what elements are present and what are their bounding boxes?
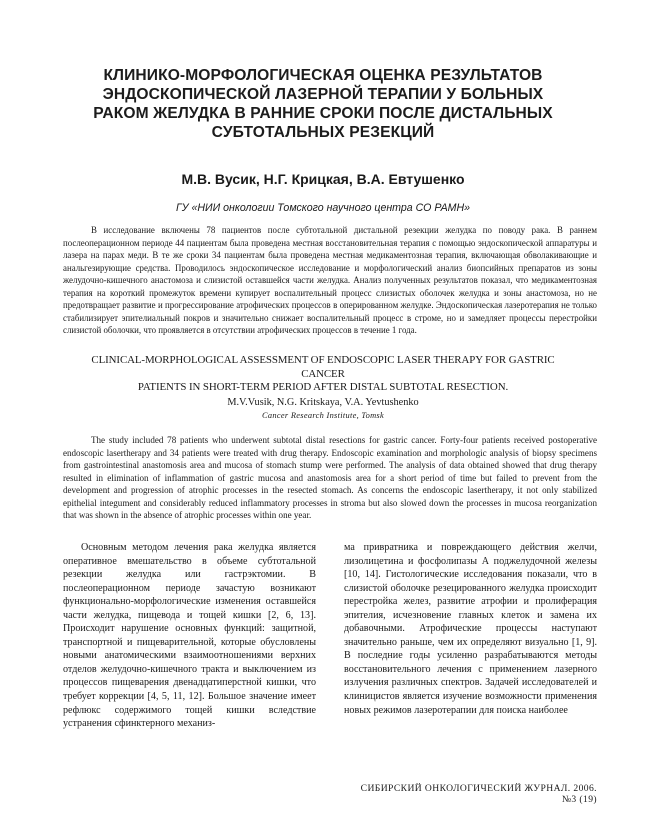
title-line: ЭНДОСКОПИЧЕСКОЙ ЛАЗЕРНОЙ ТЕРАПИИ У БОЛЬНЫХ bbox=[102, 86, 544, 103]
body-column-right bbox=[344, 541, 597, 717]
authors-ru: М.В. Вусик, Н.Г. Крицкая, В.А. Евтушенко bbox=[181, 171, 465, 187]
abstract-en-text: The study included 78 patients who underwent subtotal distal resections for gastric cancer. Forty-four patients received postoperative endoscopic lasertherapy and 34 patients were treated with drug therapy. Endoscopic examination and morphologic analysis of biopsy specimens from gastrointestinal anastomosis area and mucosa of stomach stump were performed. The analysis of data obtained showed that drug therapy resulted in elimination of inflammation of gastric mucosa and anastomosis area for a short period of time but failed to prevent from the development and progression of atrophic processes in the resected stomach. As concerns the endoscopic lasertherapy, it not only stabilized epithelial integument and considerably reduced inflammatory processes in stroma but also slowed down the processes in mucosa reorganization that was shown in the absence of atrophic processes within one year. bbox=[63, 435, 597, 520]
journal-footer: СИБИРСКИЙ ОНКОЛОГИЧЕСКИЙ ЖУРНАЛ. 2006. №3 (19) bbox=[360, 783, 597, 805]
title-line: КЛИНИКО-МОРФОЛОГИЧЕСКАЯ ОЦЕНКА РЕЗУЛЬТАТОВ bbox=[103, 67, 543, 84]
authors-en: M.V.Vusik, N.G. Kritskaya, V.A. Yevtushenko bbox=[227, 397, 419, 408]
title-en-line: CLINICAL-MORPHOLOGICAL ASSESSMENT OF ENDOSCOPIC LASER THERAPY FOR GASTRIC CANCER bbox=[91, 354, 555, 380]
body-left-text: Основным методом лечения рака желудка является оперативное вмешательство в объеме субтотальной резекции желудка или гастрэктомии. В послеоперационном периоде зачастую возникают функционально-морфологические изменения оставшейся части желудка, пищевода и тощей кишки [2, 6, 13]. Происходит нарушение основных функций: защитной, транспортной и пищеварительной, которые обусловлены новыми анатомическими взаимоотношениями верхних отделов желудочно-кишечного тракта и выключением из процессов пищеварения двенадцатиперстной кишки, что требует коррекции [4, 5, 11, 12]. Большое значение имеет рефлюкс содержимого тощей кишки вследствие устранения сфинктерного механиз- bbox=[63, 542, 316, 730]
affiliation-ru: ГУ «НИИ онкологии Томского научного центра СО РАМН» bbox=[175, 202, 470, 214]
body-right-text: ма привратника и повреждающего действия желчи, лизолицетина и фосфолипазы А поджелудочной железы [10, 14]. Гистологические исследования показали, что в слизистой оболочке резецированного желудка происходит перестройка желез, развитие атрофии и пролиферация эпителия, исчезновение главных клеток и замена их добавочными. Атрофические процессы наступают значительно раньше, чем их определяют визуально [1, 9]. В последние годы усиленно разрабатываются методы восстановительного лечения с применением лазерного излучения различных спектров. Задачей исследователей и клиницистов является изучение возможности применения новых режимов лазеротерапии для поиска наиболее bbox=[344, 542, 597, 716]
title-line: РАКОМ ЖЕЛУДКА В РАННИЕ СРОКИ ПОСЛЕ ДИСТАЛЬНЫХ bbox=[93, 105, 553, 122]
abstract-ru-text: В исследование включены 78 пациентов после субтотальной дистальной резекции желудка по поводу рака. В раннем послеоперационном периоде 44 пациентам была проведена местная восстановительная терапия с помощью эндоскопической аппаратуры и лазера на парах меди. В те же сроки 34 пациентам была проведена местная медикаментозная терапия, включающая обволакивающие и анальгезирующие средства. Проводилось эндоскопическое исследование и морфологический анализ биопсийных препаратов из зоны желудочно-кишечного анастомоза и слизистой оставшейся части желудка. Анализ полученных результатов показал, что медикаментозная терапия на короткий промежуток времени купирует воспалительный процесс слизистых оболочек желудка и зоны анастомоза, но не предотвращает развитие и прогрессирование атрофических процессов в оперированном желудке. Эндоскопическая лазеротерапия не только стабилизирует эпителиальный покров и значительно снижает воспалительный процесс в строме, но и замедляет процессы перестройки слизистой оболочки, что проявляется в отсутствии атрофических процессов в течение 1 года. bbox=[63, 225, 597, 336]
article-title-en bbox=[80, 354, 566, 395]
title-en-line: PATIENTS IN SHORT-TERM PERIOD AFTER DISTAL SUBTOTAL RESECTION. bbox=[137, 381, 509, 393]
title-line: СУБТОТАЛЬНЫХ РЕЗЕКЦИЙ bbox=[211, 124, 435, 141]
abstract-en bbox=[63, 434, 597, 522]
article-title-ru bbox=[60, 66, 586, 142]
body-column-left bbox=[63, 541, 316, 731]
affiliation-en: Cancer Research Institute, Tomsk bbox=[261, 411, 385, 420]
abstract-ru bbox=[63, 224, 597, 337]
